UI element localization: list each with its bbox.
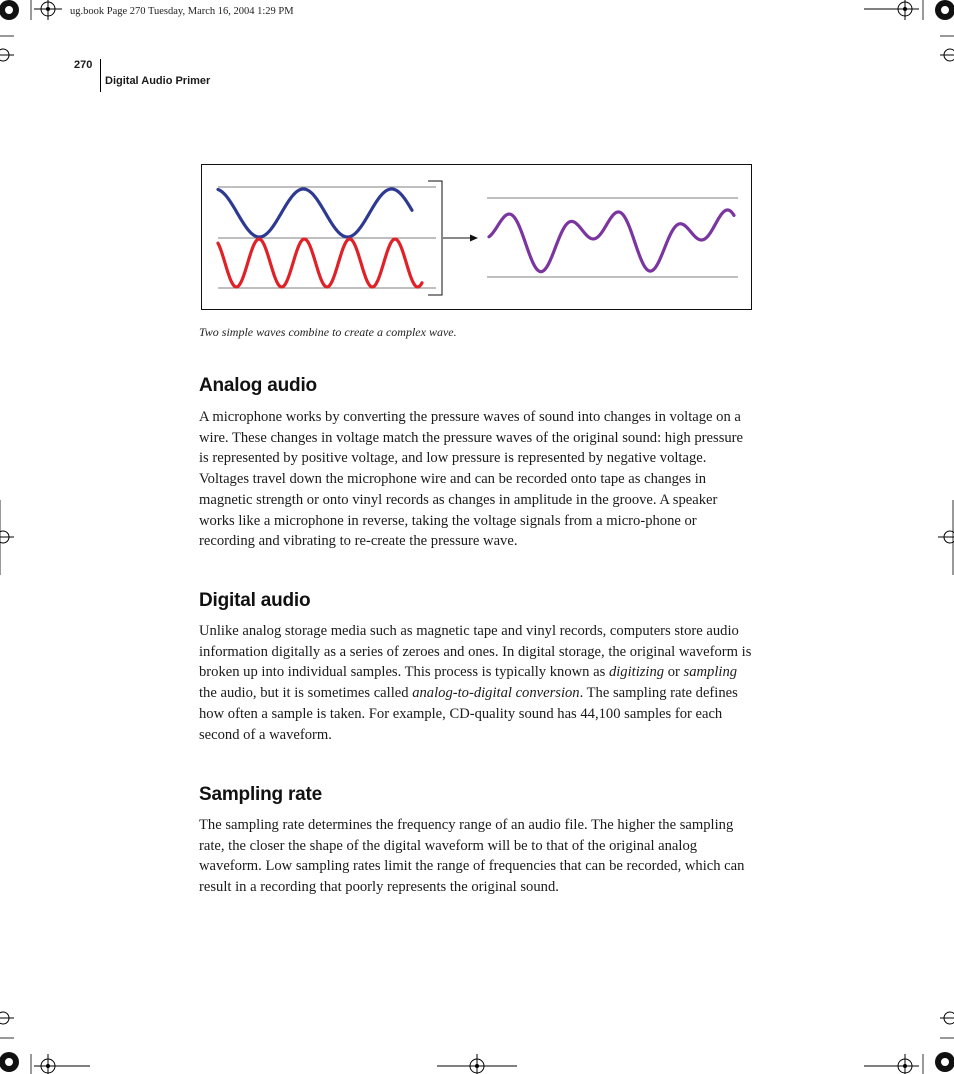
heading-digital-audio: Digital audio bbox=[199, 590, 311, 611]
starburst-mark-bottom-left bbox=[0, 1052, 19, 1072]
print-slug: ug.book Page 270 Tuesday, March 16, 2004 1:29 PM bbox=[70, 6, 294, 17]
crosshair-left-middle-icon bbox=[0, 531, 14, 543]
starburst-mark-top-left bbox=[0, 0, 19, 20]
term-digitizing: digitizing bbox=[608, 664, 665, 681]
crosshair-top-right-icon bbox=[864, 0, 919, 20]
text-run: or bbox=[664, 664, 684, 681]
crosshair-left-lower-icon bbox=[0, 1012, 14, 1024]
paragraph-sampling-rate: The sampling rate determines the frequency range of an audio file. The higher the sampling rate, the closer the shape of the digital waveform will be to that of the original analog waveform. Low sampling rates limit the range of frequencies that can be recorded, which can result in a recording that poorly represents the original sound. bbox=[199, 817, 745, 896]
crosshair-bottom-right-icon bbox=[864, 1054, 919, 1074]
term-sampling: sampling bbox=[683, 664, 738, 681]
crosshair-right-middle-icon bbox=[938, 531, 954, 543]
crosshair-bottom-left-icon bbox=[34, 1054, 90, 1074]
chapter-title: Digital Audio Primer bbox=[105, 75, 211, 87]
starburst-mark-bottom-right bbox=[935, 1052, 954, 1072]
figure-caption: Two simple waves combine to create a complex wave. bbox=[199, 325, 457, 339]
crosshair-right-lower-icon bbox=[940, 1012, 954, 1024]
text-run: the audio, but it is sometimes called bbox=[199, 685, 413, 702]
crosshair-left-upper-icon bbox=[0, 49, 14, 61]
page-number: 270 bbox=[74, 59, 93, 71]
crosshair-right-upper-icon bbox=[940, 49, 954, 61]
term-analog-to-digital-conversion: analog-to-digital conversion bbox=[412, 685, 580, 702]
heading-analog-audio: Analog audio bbox=[199, 375, 317, 396]
heading-sampling-rate: Sampling rate bbox=[199, 784, 323, 805]
text-run: . The sampling rate defines how often a sample is taken. For example, CD-quality sound has 44,100 samples for each second of a waveform. bbox=[199, 685, 738, 743]
text-run: Unlike analog storage media such as magnetic tape and vinyl records, computers store audio information digitally as a series of zeroes and ones. In digital storage, the original waveform is broken up into individual samples. This process is typically known as bbox=[199, 623, 752, 681]
paragraph-analog-audio: A microphone works by converting the pressure waves of sound into changes in voltage on a wire. These changes in voltage match the pressure waves of the original sound: high pressure is represented by positive voltage, and low pressure is represented by negative voltage. Voltages travel down the microphone wire and can be recorded onto tape as changes in magnetic strength or onto vinyl records as changes in amplitude in the groove. A speaker works like a microphone in reverse, taking the voltage signals from a micro-phone or recording and vibrating to re-create the pressure wave. bbox=[199, 409, 744, 550]
starburst-mark-top-right bbox=[935, 0, 954, 20]
